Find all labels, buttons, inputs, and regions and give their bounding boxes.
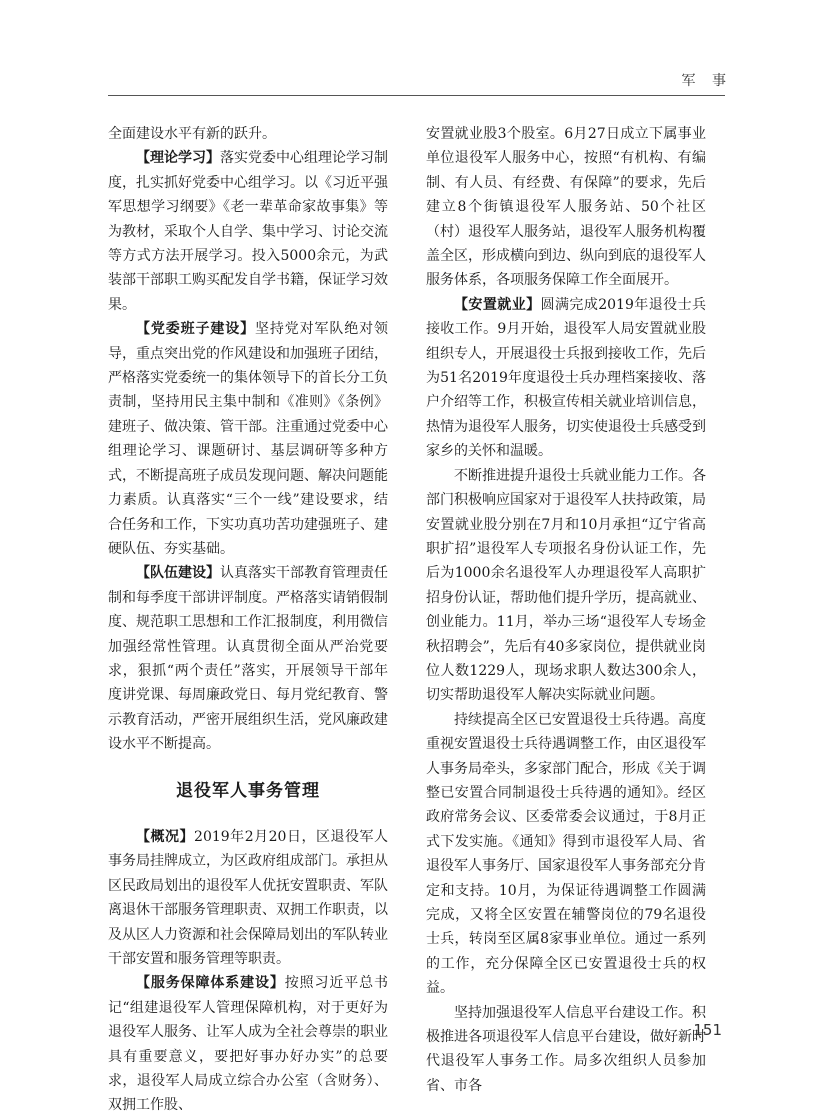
left-column [108,122,388,1118]
text-overview: 2019年2月20日，区退役军人事务局挂牌成立，为区政府组成部门。承担从区民政局划出的退役军人优抚安置职责、军队离退休干部服务管理职责、双拥工作职责，以及从区人力资源和社会保障局划出的军队转业干部安置和服务管理等职责。 [108,828,389,967]
right-column [426,122,706,1098]
paragraph-team-building [108,561,388,756]
paragraph-overview [108,825,388,971]
heading-employment: 【安置就业】 [454,296,541,313]
text-party-committee: 坚持党对军队绝对领导，重点突出党的作风建设和加强班子团结，严格落实党委统一的集体领导下的首长分工负责制，坚持用民主集中制和《准则》《条例》建班子、做决策、管干部。注重通过党委中心组理论学习、课题研讨、基层调研等多种方式，不断提高班子成员发现问题、解决问题能力素质。认真落实“三个一线”建设要求，结合任务和工作，下实功真功苦功建强班子、建硬队伍、夯实基础。 [108,321,388,557]
section-header-label: 军 事 [681,73,732,89]
section-title: 退役军人事务管理 [176,780,320,801]
heading-overview: 【概况】 [136,828,195,845]
paragraph-veteran-benefits: 持续提高全区已安置退役士兵待遇。高度重视安置退役士兵待遇调整工作，由区退役军人事务局牵头，多家部门配合，形成《关于调整已安置合同制退役士兵待遇的通知》。经区政府常务会议、区委常委会议通过，于8月正式下发实施。《通知》得到市退役军人局、省退役军人事务厅、国家退役军人事务部充分肯定和支持。10月，为保证待遇调整工作圆满完成，又将全区安置在辅警岗位的79名退役士兵，转岗至区属8家事业单位。通过一系列的工作，充分保障全区已安置退役士兵的权益。 [426,711,706,997]
text-team-building: 认真落实干部教育管理责任制和每季度干部讲评制度。严格落实请销假制度、规范职工思想和工作汇报制度，利用微信加强经常性管理。认真贯彻全面从严治党要求，狠抓“两个责任”落实，开展领导干部年度讲党课、每周廉政党日、每月党纪教育、警示教育活动，严密开展组织生活，党风廉政建设水平不断提高。 [108,565,388,753]
paragraph-employment [426,293,706,464]
header-divider [108,95,725,96]
paragraph-employment-ability: 不断推进提升退役士兵就业能力工作。各部门积极响应国家对于退役军人扶持政策，局安置就业股分别在7月和10月承担“辽宁省高职扩招”退役军人专项报名身份认证工作，先后为1000余名退役军人办理退役军人高职扩招身份认证，帮助他们提升学历，提高就业、创业能力。11月，举办三场“退役军人专场金秋招聘会”，先后有40多家岗位，提供就业岗位人数1229人，现场求职人数达300余人，切实帮助退役军人解决实际就业问题。 [426,467,706,704]
heading-theory-study: 【理论学习】 [136,150,220,167]
text-service-system: 按照习近平总书记“组建退役军人管理保障机构，对于更好为退役军人服务、让军人成为全社会尊崇的职业具有重要意义，要把好事办好办实”的总要求，退役军人局成立综合办公室（含财务）、双拥工作股、 [108,975,388,1114]
text-theory-study: 落实党委中心组理论学习制度，扎实抓好党委中心组学习。以《习近平强军思想学习纲要》《老一辈革命家故事集》等为教材，采取个人自学、集中学习、讨论交流等方式方法开展学习。投入5000余元，为武装部干部职工购买配发自学书籍，保证学习效果。 [108,150,388,313]
heading-team-building: 【队伍建设】 [136,565,220,582]
heading-service-system: 【服务保障体系建设】 [136,975,285,992]
opening-paragraph: 全面建设水平有新的跃升。 [108,126,276,142]
page-number: 151 [693,1021,722,1039]
text-employment: 圆满完成2019年退役士兵接收工作。9月开始，退役军人局安置就业股组织专人，开展退役士兵报到接收工作，先后为51名2019年度退役士兵办理档案接收、落户介绍等工作，积极宣传相关就业培训信息，热情为退役军人服务，切实使退役士兵感受到家乡的关怀和温暖。 [426,296,706,460]
paragraph-party-committee [108,317,388,561]
paragraph-theory-study [108,146,388,317]
heading-party-committee: 【党委班子建设】 [136,321,255,338]
paragraph-service-system [108,971,388,1117]
paragraph-service-continued: 安置就业股3个股室。6月27日成立下属事业单位退役军人服务中心，按照“有机构、有编制、有人员、有经费、有保障”的要求，先后建立8个街镇退役军人服务站、50个社区（村）退役军人服务站，退役军人服务机构覆盖全区，形成横向到边、纵向到底的退役军人服务体系，各项服务保障工作全面展开。 [426,126,706,289]
paragraph-info-platform: 坚持加强退役军人信息平台建设工作。积极推进各项退役军人信息平台建设，做好新时代退役军人事务工作。局多次组织人员参加省、市各 [426,1004,706,1094]
